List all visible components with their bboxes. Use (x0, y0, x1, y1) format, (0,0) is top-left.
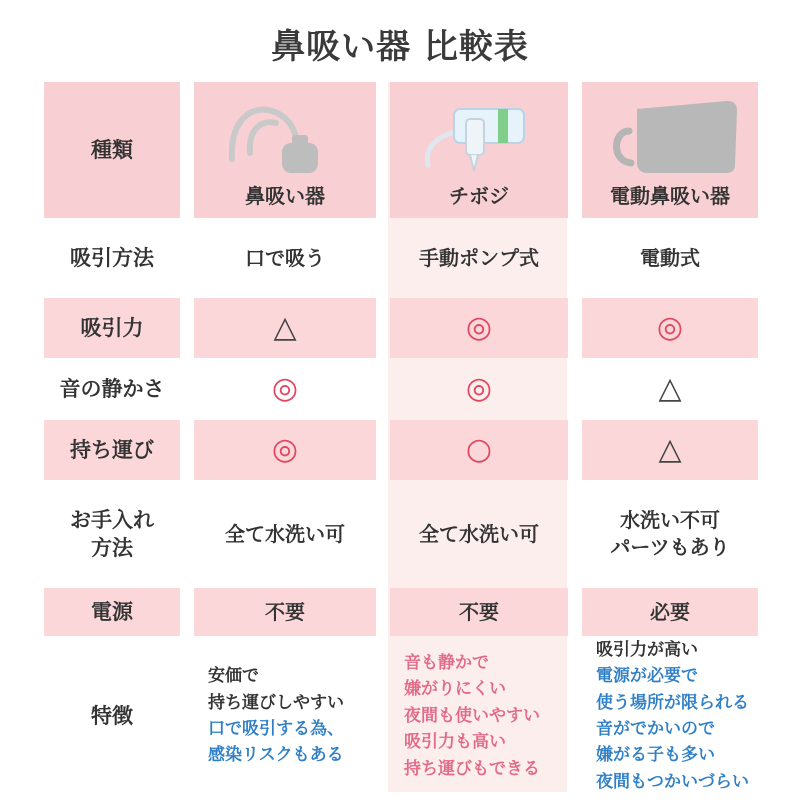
row-label-care (44, 480, 180, 588)
feature-line: 音も静かで (404, 653, 489, 674)
power-source-value: 不要 (194, 588, 376, 636)
rating-symbol: △ (658, 371, 682, 406)
feature-line: 夜間も使いやすい (404, 705, 540, 726)
power-cell (390, 298, 568, 358)
care-value (582, 480, 758, 588)
rating-symbol: ◎ (271, 432, 299, 467)
row-label-type: 種類 (44, 82, 180, 218)
row-label-portable: 持ち運び (44, 420, 180, 480)
power-cell (194, 298, 376, 358)
tube-aspirator-icon (210, 91, 360, 177)
product-header-electric (582, 82, 758, 218)
power-cell (582, 298, 758, 358)
feature-line: 持ち運びもできる (404, 758, 540, 779)
product-name: 鼻吸い器 (245, 184, 325, 208)
row-label-power-source: 電源 (44, 588, 180, 636)
product-name: 電動鼻吸い器 (610, 184, 730, 208)
method-value: 電動式 (640, 245, 700, 270)
row-label-line: お手入れ (70, 507, 154, 532)
quiet-cell (582, 358, 758, 420)
feature-line: 夜間もつかいづらい (596, 771, 749, 792)
feature-line: 吸引力が高い (596, 639, 698, 660)
portable-cell (194, 420, 376, 480)
feature-line: 電源が必要で (596, 666, 698, 687)
care-line: 全て水洗い可 (419, 521, 539, 546)
product-name: チボジ (449, 184, 509, 208)
care-line: 全て水洗い可 (225, 521, 345, 546)
page-title: 鼻吸い器 比較表 (271, 26, 529, 67)
rating-symbol: ◎ (656, 310, 684, 345)
product-header-pump (390, 82, 568, 218)
row-label-quiet: 音の静かさ (59, 376, 165, 401)
features-tube (194, 636, 376, 796)
feature-line: 安価で (208, 666, 259, 687)
rating-symbol: △ (658, 432, 682, 467)
row-label-features: 特徴 (91, 703, 133, 728)
method-value: 手動ポンプ式 (419, 245, 539, 270)
electric-aspirator-icon (595, 91, 745, 177)
quiet-cell (194, 358, 376, 420)
care-value (390, 480, 568, 588)
features-pump (390, 636, 568, 796)
method-value: 口で吸う (245, 245, 325, 270)
feature-line: 音がでかいので (596, 719, 715, 739)
row-label-method: 吸引方法 (70, 245, 154, 270)
care-value (194, 480, 376, 588)
row-label-line: 方法 (91, 536, 133, 560)
care-line: 水洗い不可 (620, 508, 720, 532)
rating-symbol: △ (273, 310, 297, 345)
pump-aspirator-icon (404, 91, 554, 177)
feature-line: 感染リスクもある (208, 745, 344, 766)
feature-line: 使う場所が限られる (596, 692, 749, 713)
comparison-table (44, 82, 756, 796)
feature-line: 吸引力も高い (404, 732, 506, 753)
rating-symbol: ◎ (271, 371, 299, 406)
rating-symbol: ◎ (465, 310, 493, 345)
row-label-power: 吸引力 (44, 298, 180, 358)
rating-symbol: ◎ (465, 371, 493, 406)
feature-line: 持ち運びしやすい (208, 692, 344, 713)
feature-line: 口で吸引する為、 (208, 719, 344, 739)
quiet-cell (390, 358, 568, 420)
features-electric (582, 636, 758, 796)
care-line: パーツもあり (610, 535, 730, 559)
power-source-value: 不要 (390, 588, 568, 636)
portable-cell (390, 420, 568, 480)
feature-line: 嫌がりにくい (404, 679, 506, 700)
power-source-value: 必要 (582, 588, 758, 636)
portable-cell (582, 420, 758, 480)
feature-line: 嫌がる子も多い (596, 745, 715, 766)
product-header-tube (194, 82, 376, 218)
rating-symbol: ○ (465, 432, 493, 467)
